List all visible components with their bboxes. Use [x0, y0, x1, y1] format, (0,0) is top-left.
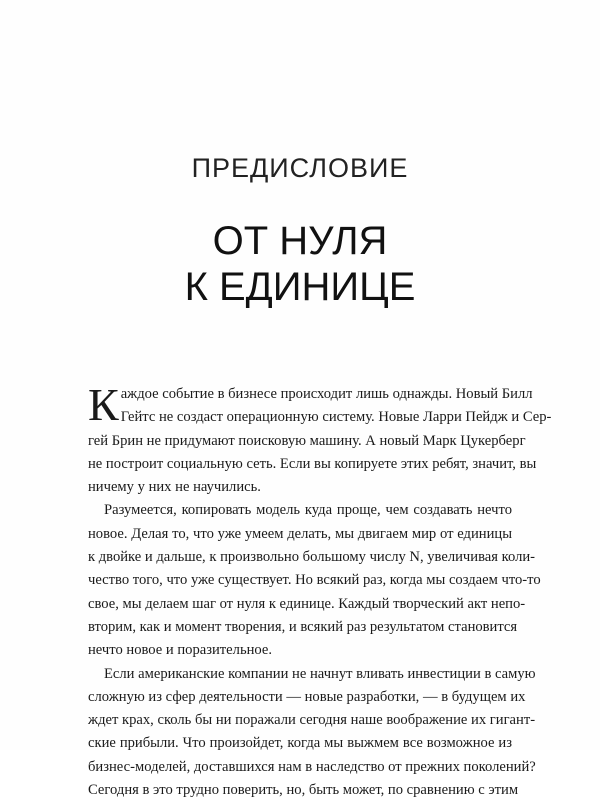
- paragraph-line: чество того, что уже существует. Но всякий раз, когда мы создаем что-то: [88, 572, 541, 589]
- paragraph-line: сложную из сфер деятельности — новые разработки, — в будущем их: [88, 688, 526, 705]
- chapter-title-line-1: ОТ НУЛЯ: [212, 219, 388, 263]
- paragraph-line: аждое событие в бизнесе происходит лишь однажды. Новый Билл: [120, 386, 533, 402]
- body-text: [88, 379, 552, 802]
- paragraph-line: ждет крах, сколь бы ни поражали сегодня наше воображение их гигант-: [88, 712, 536, 729]
- paragraph-line: нечто новое и поразительное.: [88, 642, 273, 659]
- paragraph-line: вторим, как и момент творения, и всякий раз результатом становится: [88, 618, 518, 635]
- paragraph-line: свое, мы делаем шаг от нуля к единице. Каждый творческий акт непо-: [88, 595, 526, 612]
- chapter-title-line-2: К ЕДИНИЦЕ: [184, 265, 416, 309]
- paragraph-line: ничему у них не научились.: [88, 479, 261, 496]
- paragraph-line: Если американские компании не начнут вливать инвестиции в самую: [104, 665, 536, 682]
- paragraph-line: к двойке и дальше, к произвольно большому числу N, увеличивая коли-: [88, 549, 536, 566]
- paragraph-line: гей Брин не придумают поисковую машину. А новый Марк Цукерберг: [88, 432, 526, 449]
- paragraph-line: бизнес-моделей, доставшихся нам в наследство от прежних поколений?: [88, 758, 536, 775]
- paragraph-line: ские прибыли. Что произойдет, когда мы выжмем все возможное из: [88, 735, 512, 752]
- paragraph-line: не построит социальную сеть. Если вы копируете этих ребят, значит, вы: [88, 455, 537, 472]
- chapter-title: [0, 218, 600, 310]
- paragraph-3: [88, 663, 536, 802]
- paragraph-1: [88, 379, 552, 499]
- paragraph-line: Сегодня в это трудно поверить, но, быть может, по сравнению с этим: [88, 782, 519, 799]
- paragraph-line: Разумеется, копировать модель куда проще, чем создавать нечто: [104, 502, 512, 519]
- paragraph-line: новое. Делая то, что уже умеем делать, мы двигаем мир от единицы: [88, 525, 512, 542]
- section-label: ПРЕДИСЛОВИЕ: [191, 153, 409, 183]
- paragraph-line: Гейтс не создаст операционную систему. Новые Ларри Пейдж и Сер-: [120, 409, 552, 426]
- paragraph-2: [88, 499, 541, 662]
- drop-cap: К: [88, 379, 119, 430]
